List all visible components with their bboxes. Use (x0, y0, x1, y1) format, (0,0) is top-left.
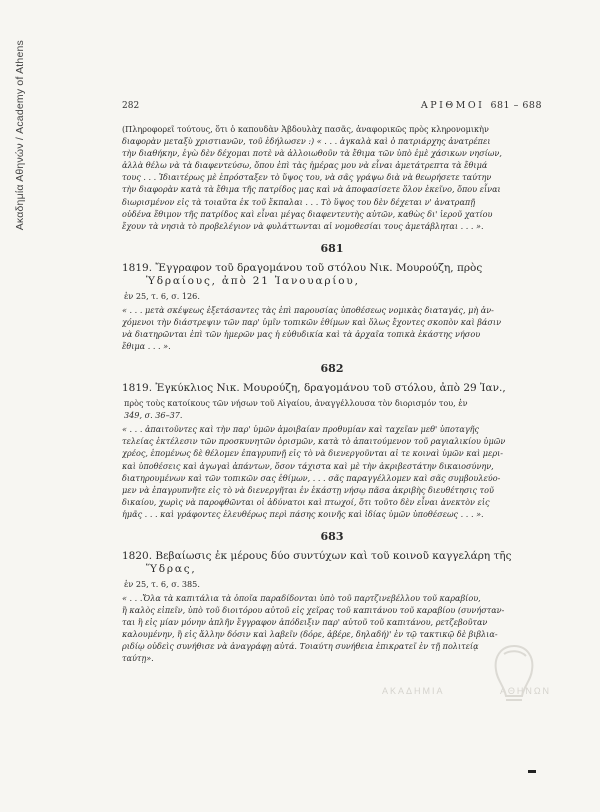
text-line: ἔχουν τὰ νησιὰ τὸ προβελέγιον νὰ φυλάττωνται αἱ νομοθεσίαι τους ἀμετάβληται . . . ». (122, 220, 484, 231)
entry-quote: « . . .Ὅλα τὰ καπιτάλια τὰ ὁποῖα παραδίδονται ὑπὸ τοῦ παρτζινεβέλλου τοῦ καραβίου, ἢ καλὸς εἰπεῖν, ὑπὸ τοῦ διοιτόρου αὐτοῦ εἰς χεῖρας τοῦ καπιτάνου τοῦ καραβίου (συνήσταν- ται ἢ εἰς μίαν μόνην ἁπλῆν ἔγγραφον ἀπόδειξιν παρ' αὐτοῦ τοῦ καπιτάνου, ρετζεβοῦταν καλουμένην, ἢ εἰς ἄλλην δόσιν καὶ λαβεῖν (δόρε, ἀβέρε, δηλαδή)' ἐν τῷ τακτικῷ δὲ βιβλια- ριδίῳ οὐδεὶς συνήθισε νὰ ἀναγράφῃ αὐτά. Τοιαύτη συνήθεια ἐπικρατεῖ ἐν τῇ πολιτείᾳ ταύτῃ». (122, 592, 505, 664)
entry-number: 683 (320, 529, 344, 543)
entry-683 (122, 530, 542, 665)
entry-quote: « . . . μετὰ σκέψεως ἐξετάσαντες τὰς ἐπὶ παρουσίας ὑποθέσεως νομικὰς διαταγάς, μὴ ἀν- χόμενοι τὴν διάστρεψιν τῶν παρ' ὑμῖν τοπικῶν ἐθίμων καὶ ὅλως ἔχοντες σκοπὸν καὶ βάσιν νὰ διατηρῶνται ἐπὶ τῶν ἡμερῶν μας ἡ εὐθυδικία καὶ τὰ ἀρχαῖα τοπικὰ ἑκάστης νήσου ἔθιμα . . . ». (122, 304, 501, 352)
entry-heading: 1819. Ἐγκύκλιος Νικ. Μουρούζη, δραγομάνου τοῦ στόλου, ἀπὸ 29 Ἰαν., (122, 382, 506, 395)
text-line: ἀλλὰ θέλω νὰ τὰ διαφεντεύσω, ὅπου ἐπὶ τὰς ἡμέρας μου νὰ εἶναι ἀμετάτρεπτα τὰ ἔθιμά (122, 160, 488, 171)
entry-range: 681 – 688 (490, 100, 542, 111)
running-head (122, 100, 542, 111)
text-line: διωρισμένον εἰς τὰ τοιαῦτα ἐκ τοῦ ἔκπαλαι . . . Τὸ ὕψος του δὲν δέχεται ν' ἀνατραπῇ (122, 196, 476, 207)
document-page (122, 100, 542, 665)
entry-reference: ἐν 25, τ. 6, σ. 385. (124, 578, 200, 589)
text-line: οὐδένα ἔθιμον τῆς πατρίδος καὶ εἶναι μέγας διαφεντευτὴς αὐτῶν, καθὼς δι' ἱεροῦ χατίου (122, 208, 493, 219)
page-number: 282 (122, 101, 140, 111)
text-line: τους . . . Ἰδιαιτέρως μὲ ἐπρόσταξεν τὸ ὕψος του, νὰ σᾶς γράψω διὰ νὰ θεωρήσετε ταύτην (122, 172, 492, 183)
running-title: ΑΡΙΘΜΟΙ 681 – 688 (420, 100, 542, 111)
text-line: (Πληροφορεῖ τούτους, ὅτι ὁ καπουδὰν Ἀβδουλὰχ πασᾶς, ἀναφορικῶς πρὸς κληρονομικὴν (122, 124, 489, 134)
text-line: τὴν διαθήκην, ἐγὼ δὲν δέχομαι ποτὲ νὰ ἀλλοιωθοῦν τὰ ἔθιμα τῶν ὑπὸ ἐμὲ χάσικων νησίων, (122, 148, 502, 159)
entry-number: 681 (320, 241, 344, 255)
entry-681 (122, 242, 542, 352)
entry-reference: 349, σ. 36–37. (124, 410, 183, 421)
page-mark (528, 770, 536, 773)
entry-number: 682 (320, 362, 344, 376)
text-line: τὴν διαφορὰν κατὰ τὰ ἔθιμα τῆς πατρίδος μας καὶ νὰ ἀποφασίσετε ὅλον ἐκεῖνο, ὅπου εἶναι (122, 184, 501, 195)
archive-margin-label: Ακαδημία Αθηνών / Academy of Athens (14, 40, 26, 231)
text-line: διαφορὰν μεταξὺ χριστιανῶν, τοῦ ἐδήλωσεν :) « . . . ἀγκαλὰ καὶ ὁ πατριάρχης ἀνατρέπει (122, 136, 491, 147)
academy-watermark: ΑΚΑΔΗΜΙΑ ΑΘΗΝΩΝ (382, 686, 552, 696)
entry-subheading: πρὸς τοὺς κατοίκους τῶν νήσων τοῦ Αἰγαίου, ἀναγγέλλουσα τὸν διορισμόν του, ἐν (124, 398, 468, 409)
academy-seal-icon (484, 640, 544, 710)
entry-reference: ἐν 25, τ. 6, σ. 126. (124, 290, 200, 301)
entry-682 (122, 362, 542, 520)
intro-paragraph (122, 123, 542, 232)
entry-quote: « . . . ἀπαιτοῦντες καὶ τὴν παρ' ὑμῶν ἀμοιβαίαν προθυμίαν καὶ ταχεῖαν μεθ' ὑποταγῆς τελείας ἐκτέλεσιν τῶν προσκυνητῶν ὁρισμῶν, κατὰ τὸ ἀπαιτούμενον τοῦ ραγιαλικίου ὑμῶν χρέος, ἑπομένως δὲ θέλομεν ἐπαγρυπνῇ εἰς τὸ νὰ διενεργοῦνται αἱ τε κοιναὶ ὑμῶν καὶ μερι- καὶ ὑποθέσεις καὶ ἀγωγαὶ ἁπάντων, ὅσον τάχιστα καὶ μὲ τὴν ἀκριβεστάτην δικαιοσύνην, διατηρουμένων καὶ τῶν τοπικῶν σας ἐθίμων, . . . σᾶς παραγγέλλομεν καὶ σᾶς συμβουλεύο- μεν νὰ ἐπαγρυπνῆτε εἰς τὸ νὰ διενεργῆται ἐν ἑκάστῃ νήσῳ πᾶσα ἀκριβὴς διευθέτησις τοῦ δικαίου, χωρὶς νὰ παροφθῶνται οἱ ἀδύνατοι καὶ πτωχοί, ὅτι τοῦτο δὲν εἶναι ἀνεκτὸν εἰς ἡμᾶς . . . καὶ γράφοντες ἐλευθέρως περὶ πάσης κοινῆς καὶ ἰδίας ὑμῶν ὑποθέσεως . . . ». (122, 424, 506, 519)
entry-heading: 1820. Βεβαίωσις ἐκ μέρους δύο συντύχων καὶ τοῦ κοινοῦ καγγελάρη τῆς Ὕδρας, (122, 549, 512, 575)
entry-heading: 1819. Ἔγγραφον τοῦ δραγομάνου τοῦ στόλου Νικ. Μουρούζη, πρὸς Ὑδραίους, ἀπὸ 21 Ἰανουαρίου, (122, 261, 483, 287)
